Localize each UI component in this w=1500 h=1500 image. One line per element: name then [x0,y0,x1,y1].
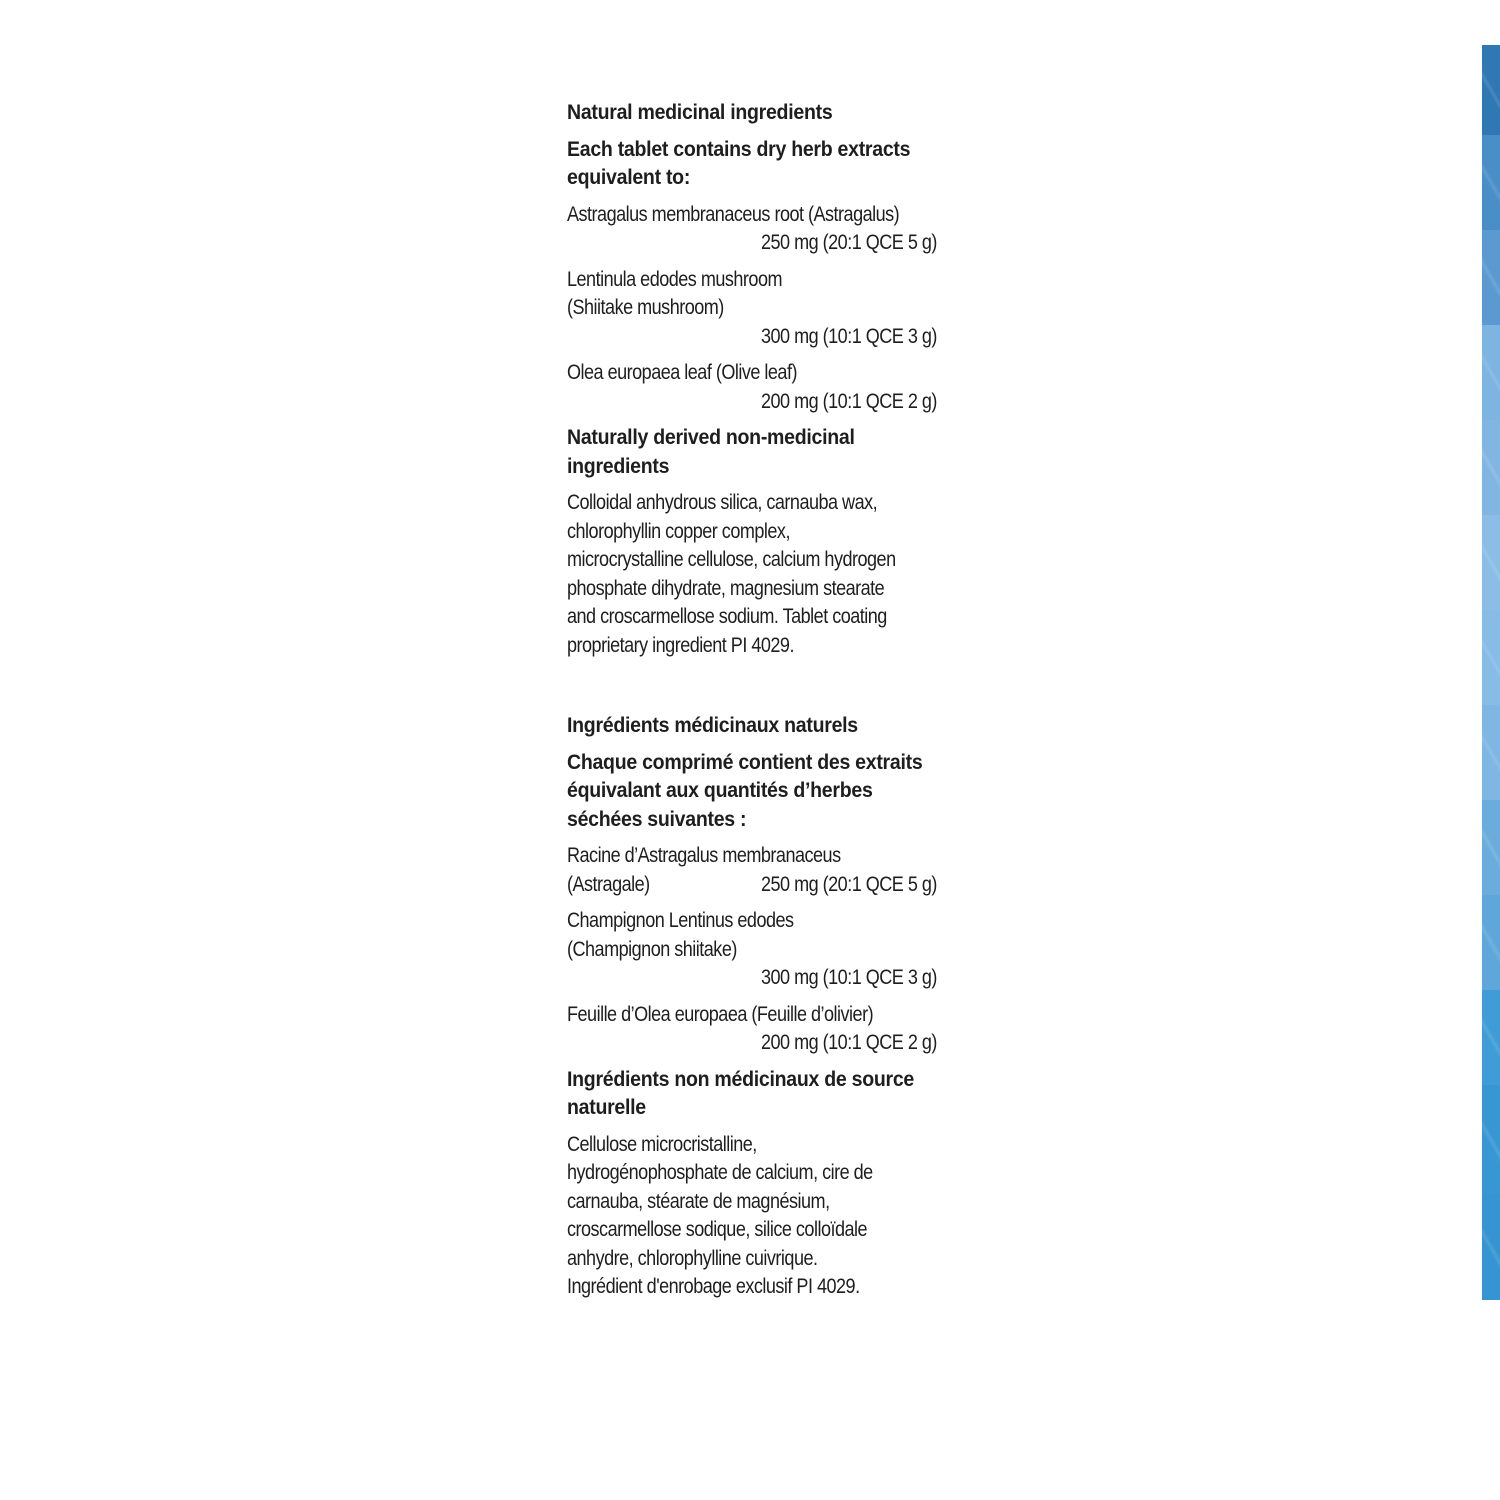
ingredient-name: Champignon Lentinus edodes [567,909,794,932]
strip-segment [1482,800,1500,895]
nonmedicinal-heading-en-line-2: ingredients [567,454,670,478]
nonmedicinal-line: phosphate dihydrate, magnesium stearate [567,576,885,600]
ingredient-name: Lentinula edodes mushroom [567,267,783,291]
strip-segment [1482,990,1500,1085]
strip-segment [1482,45,1500,135]
ingredient-fr-olivier [567,1001,967,1058]
ingredient-name-common: (Astragale) [567,872,650,896]
subheading-fr-line-2: équivalant aux quantités d’herbes [567,779,873,802]
ingredient-dose: 200 mg (10:1 QCE 2 g) [761,1031,937,1054]
strip-segment [1482,420,1500,515]
nonmedicinal-line: Cellulose microcristalline, [567,1132,757,1156]
strip-segment [1482,230,1500,325]
strip-segment [1482,895,1500,990]
nonmedicinal-heading-fr-line-2: naturelle [567,1096,646,1119]
strip-segment [1482,1085,1500,1195]
medicinal-heading-en: Natural medicinal ingredients [567,101,833,124]
decorative-blue-strip [1482,45,1500,1290]
nonmedicinal-line: microcrystalline cellulose, calcium hydrogen [567,548,896,571]
ingredient-dose: 250 mg (20:1 QCE 5 g) [761,231,937,254]
ingredient-dose: 300 mg (10:1 QCE 3 g) [761,324,937,348]
strip-segment [1482,325,1500,420]
strip-segment [1482,135,1500,230]
nonmedicinal-line: carnauba, stéarate de magnésium, [567,1189,830,1213]
nonmedicinal-line: and croscarmellose sodium. Tablet coating [567,605,887,628]
nonmedicinal-heading-fr-line-1: Ingrédients non médicinaux de source [567,1067,915,1091]
nonmedicinal-heading-en-line-1: Naturally derived non-medicinal [567,426,855,449]
english-section [567,99,967,660]
ingredient-label-panel [567,99,967,1302]
medicinal-heading-fr: Ingrédients médicinaux naturels [567,714,858,737]
ingredient-en-shiitake [567,266,967,352]
nonmedicinal-line: croscarmellose sodique, silice colloïdale [567,1218,868,1241]
nonmedicinal-line: hydrogénophosphate de calcium, cire de [567,1161,873,1184]
ingredient-dose: 250 mg (20:1 QCE 5 g) [761,872,937,896]
ingredient-name: Racine d’Astragalus membranaceus [567,844,841,867]
subheading-en-line-2: equivalent to: [567,166,691,189]
ingredient-name: Astragalus membranaceus root (Astragalus) [567,202,900,226]
ingredient-dose: 200 mg (10:1 QCE 2 g) [761,389,937,413]
strip-segment [1482,705,1500,800]
nonmedicinal-list-fr [567,1131,967,1302]
french-section [567,712,967,1302]
ingredient-name: Feuille d’Olea europaea (Feuille d’olivier) [567,1002,874,1026]
ingredient-name-common: (Shiitake mushroom) [567,296,724,319]
nonmedicinal-line: Ingrédient d'enrobage exclusif PI 4029. [567,1275,860,1298]
ingredient-en-astragalus [567,201,967,258]
strip-segment [1482,610,1500,705]
ingredient-name-common: (Champignon shiitake) [567,937,737,961]
nonmedicinal-line: Colloidal anhydrous silica, carnauba wax, [567,491,878,514]
ingredient-fr-astragale [567,842,967,899]
strip-segment [1482,515,1500,610]
ingredient-en-olive [567,359,967,416]
ingredient-dose: 300 mg (10:1 QCE 3 g) [761,966,937,989]
subheading-fr-line-1: Chaque comprimé contient des extraits [567,750,923,774]
subheading-fr-line-3: séchées suivantes : [567,807,747,831]
strip-segment [1482,1195,1500,1300]
ingredient-name: Olea europaea leaf (Olive leaf) [567,361,797,384]
nonmedicinal-line: anhydre, chlorophylline cuivrique. [567,1246,818,1270]
nonmedicinal-line: proprietary ingredient PI 4029. [567,633,794,657]
nonmedicinal-list-en [567,489,967,660]
ingredient-fr-shiitake [567,907,967,993]
nonmedicinal-line: chlorophyllin copper complex, [567,519,790,543]
subheading-en-line-1: Each tablet contains dry herb extracts [567,137,911,161]
